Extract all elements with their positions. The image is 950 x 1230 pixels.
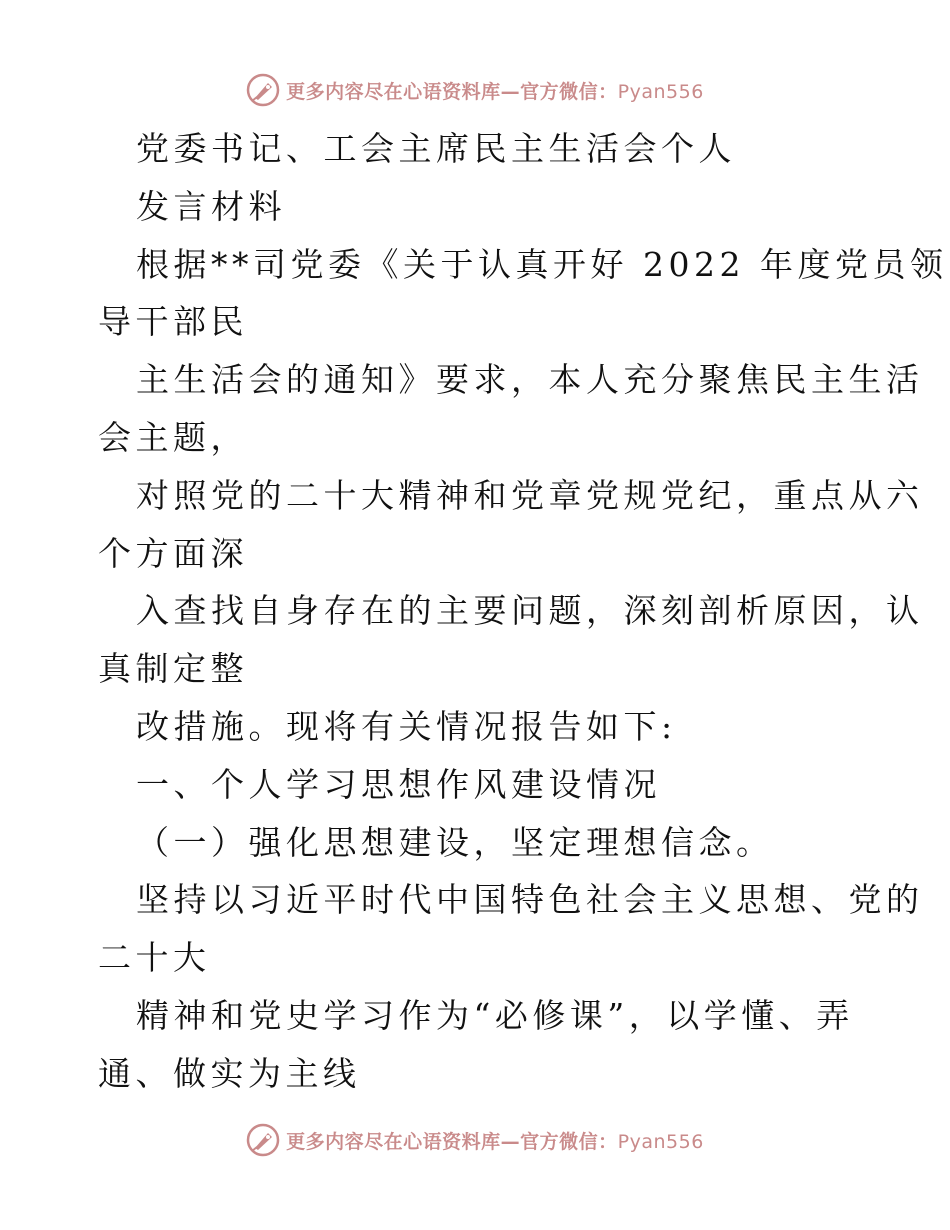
paragraph-line: 主生活会的通知》要求，本人充分聚焦民主生活 (136, 360, 924, 400)
watermark-account: Pyan556 (617, 80, 704, 103)
paragraph-line: 个方面深 (98, 533, 248, 573)
paragraph-line: 导干部民 (98, 302, 248, 342)
document-title-line-1: 党委书记、工会主席民主生活会个人 (136, 129, 736, 168)
paragraph-line: 改措施。现将有关情况报告如下: (136, 706, 677, 746)
paragraph-line: 二十大 (98, 938, 211, 978)
paragraph-line: 入查找自身存在的主要问题，深刻剖析原因，认 (136, 591, 924, 631)
document-body (98, 120, 948, 1103)
paragraph-line: 通、做实为主线 (98, 1053, 361, 1093)
watermark-text: 更多内容尽在心语资料库—官方微信：Pyan556 (286, 1130, 704, 1153)
watermark-account: Pyan556 (617, 1130, 704, 1153)
section-heading: 一、个人学习思想作风建设情况 (136, 764, 661, 804)
paragraph-line: 坚持以习近平时代中国特色社会主义思想、党的 (136, 880, 924, 920)
document-title-line-2: 发言材料 (136, 186, 286, 226)
paragraph-line: 根据**司党委《关于认真开好 2022 年度党员领 (136, 244, 948, 284)
footer-watermark (0, 1120, 950, 1160)
paragraph-line: 对照党的二十大精神和党章党规党纪，重点从六 (136, 475, 924, 515)
paragraph-line: 会主题， (98, 417, 248, 457)
paragraph-line: 精神和党史学习作为“必修课”，以学懂、弄 (136, 995, 854, 1035)
paragraph-line: 真制定整 (98, 649, 248, 689)
pen-nib-logo-icon (246, 1123, 280, 1157)
subsection-heading: （一）强化思想建设，坚定理想信念。 (136, 822, 774, 862)
watermark-text: 更多内容尽在心语资料库—官方微信：Pyan556 (286, 80, 704, 103)
pen-nib-logo-icon (246, 73, 280, 107)
header-watermark (0, 70, 950, 110)
